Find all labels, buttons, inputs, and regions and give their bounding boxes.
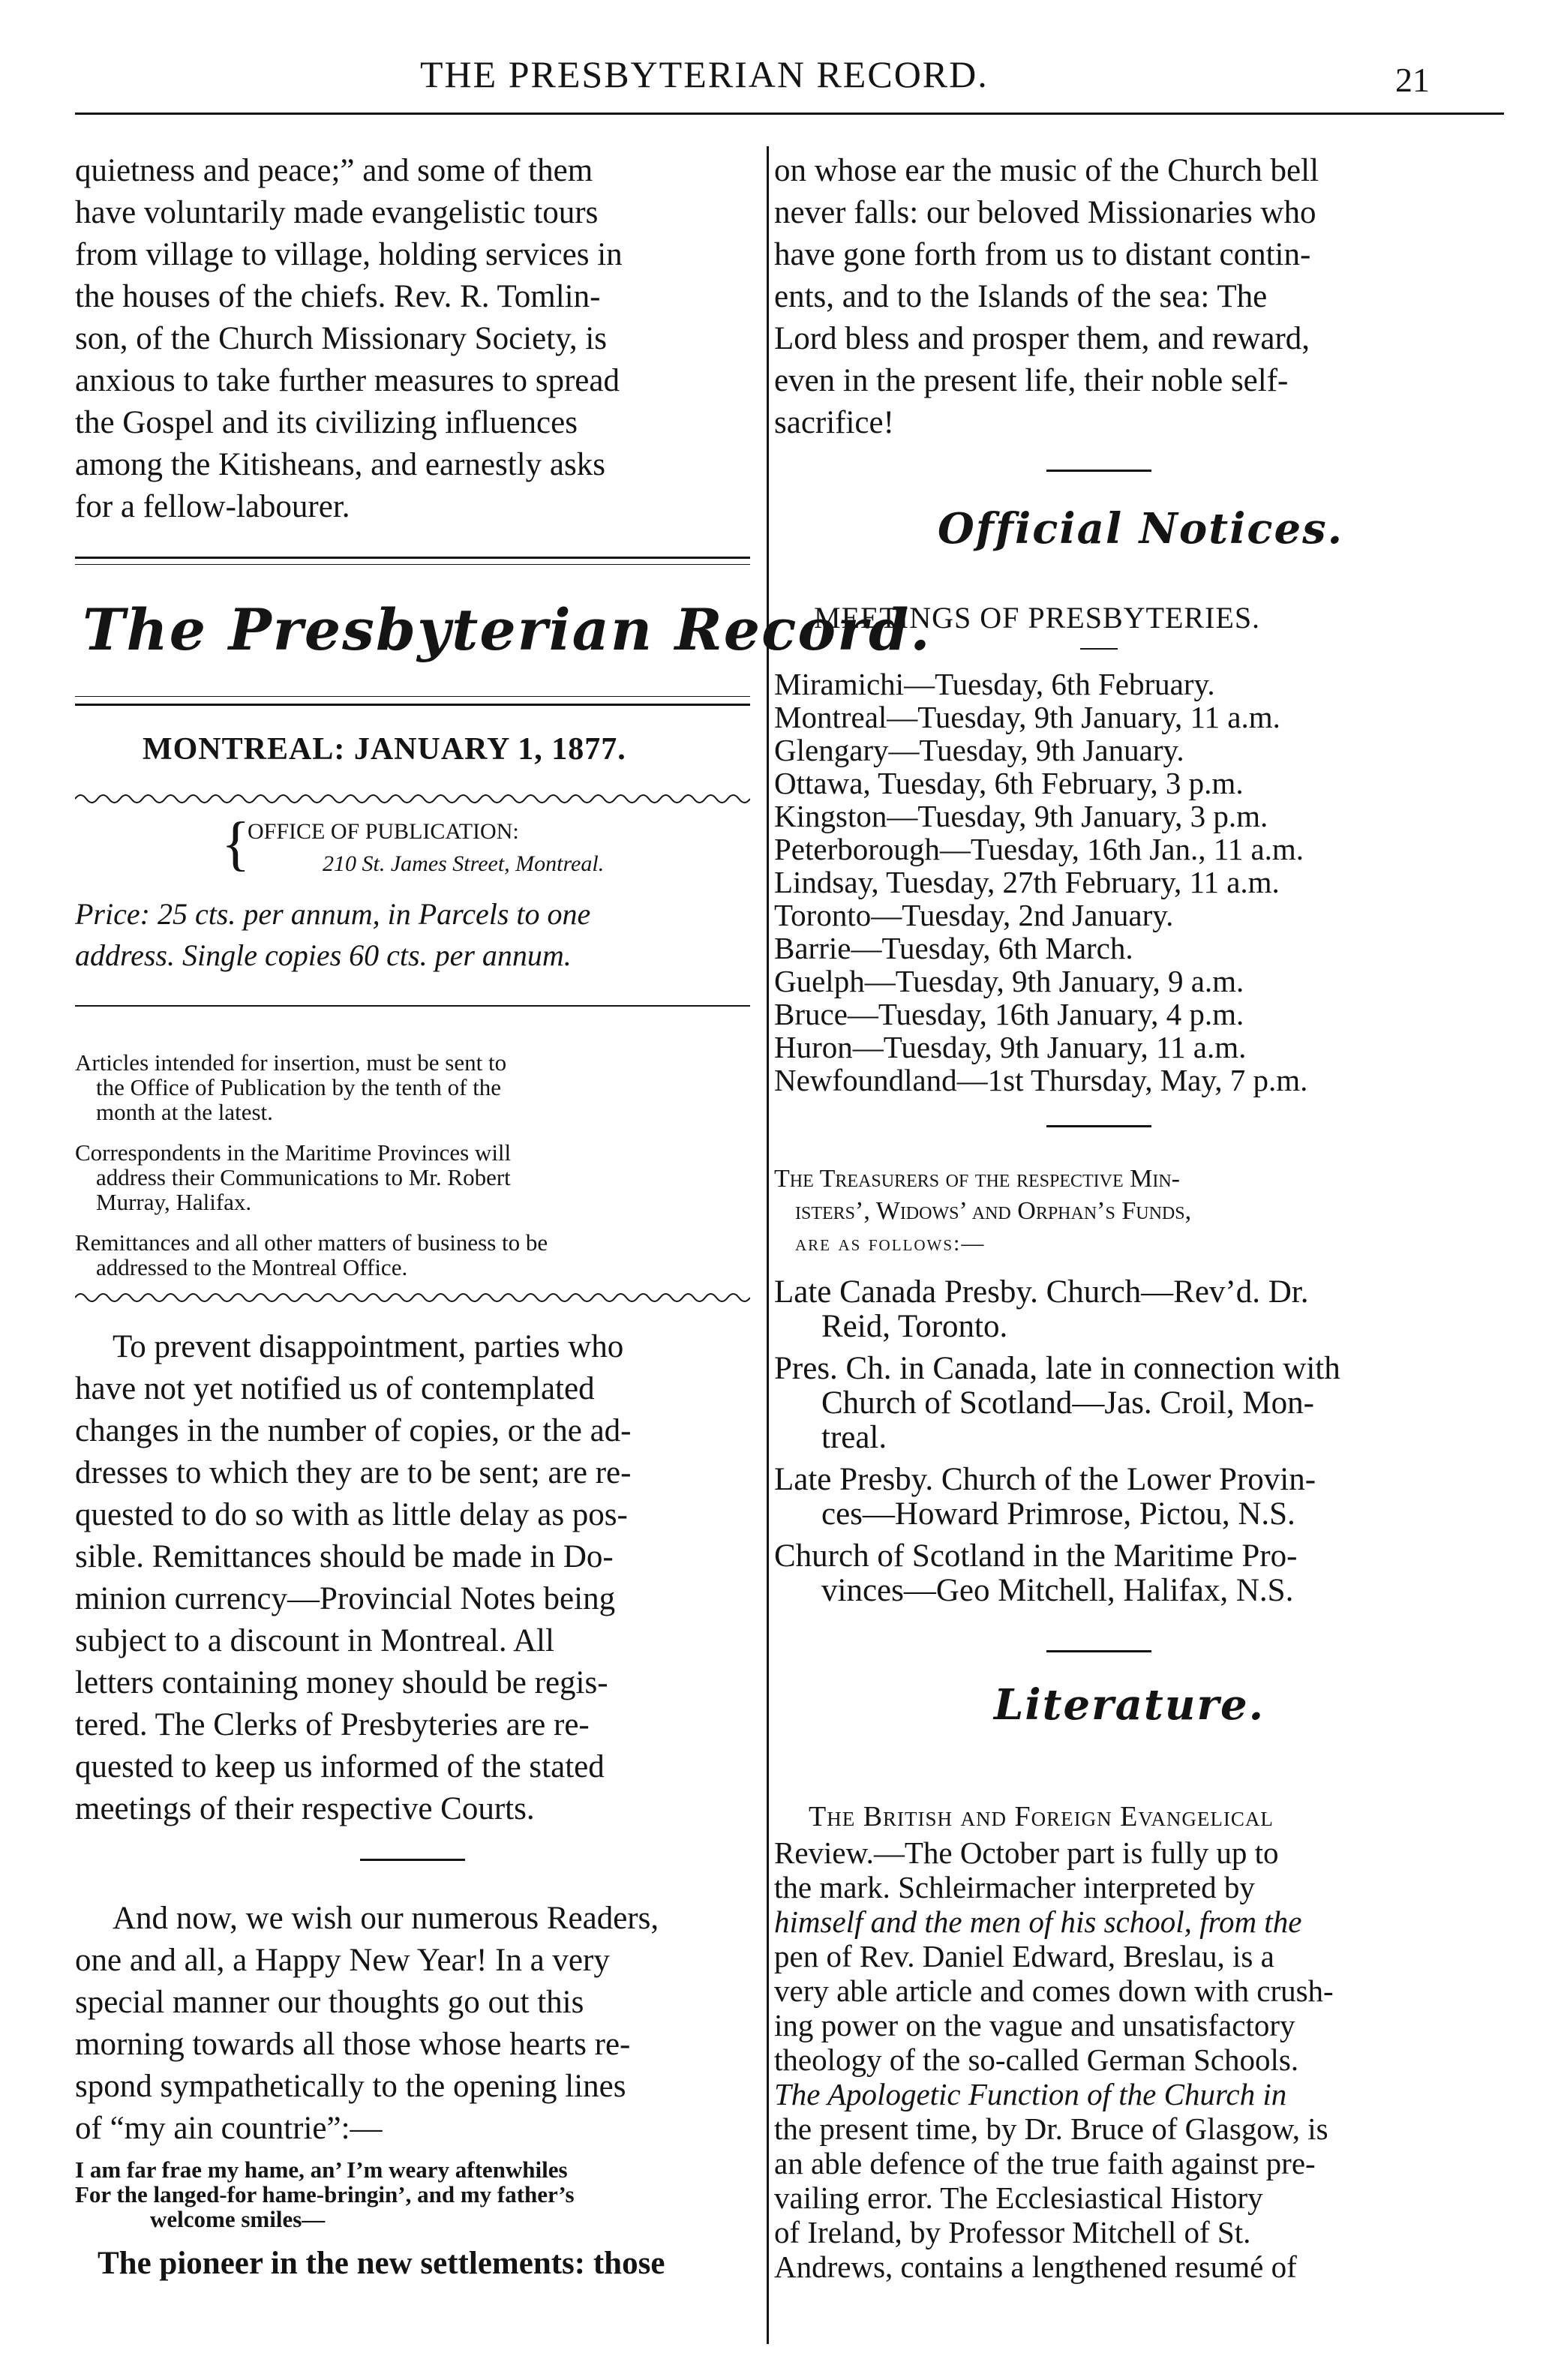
notice-line: month at the latest. (96, 1099, 273, 1125)
text-line: the Gospel and its civilizing influences (75, 405, 578, 440)
text-line: subject to a discount in Montreal. All (75, 1623, 554, 1658)
office-label: OFFICE OF PUBLICATION: (248, 819, 519, 844)
text-line: meetings of their respective Courts. (75, 1791, 535, 1826)
text-line: special manner our thoughts go out this (75, 1985, 584, 2020)
text-line: never falls: our beloved Missionaries who (774, 195, 1316, 230)
poem-line: For the langed-for hame-bringin’, and my father’s (75, 2181, 575, 2207)
treasurer-line: Church of Scotland in the Maritime Pro- (774, 1538, 1298, 1574)
treasurer-line: vinces—Geo Mitchell, Halifax, N.S. (821, 1573, 1294, 1608)
text-line: changes in the number of copies, or the ad- (75, 1413, 632, 1448)
text-line: have voluntarily made evangelistic tours (75, 195, 599, 230)
text-line: an able defence of the true faith against pre- (774, 2146, 1316, 2180)
masthead-rule-bottom (75, 704, 750, 706)
short-rule (1080, 648, 1118, 650)
text-line: himself and the men of his school, from the (774, 1904, 1302, 1939)
text-line: theology of the so-called German Schools. (774, 2042, 1299, 2077)
notice-line: Correspondents in the Maritime Provinces will (75, 1139, 512, 1166)
text-line: son, of the Church Missionary Society, is (75, 321, 608, 356)
masthead-rule-top-thin (75, 564, 750, 565)
closing-line: The pioneer in the new settlements: those (98, 2246, 665, 2281)
text-line: vailing error. The Ecclesiastical History (774, 2180, 1263, 2215)
short-rule (1046, 1125, 1151, 1127)
text-line: of Ireland, by Professor Mitchell of St. (774, 2215, 1251, 2249)
text-line: have gone forth from us to distant contin- (774, 237, 1311, 272)
running-title: THE PRESBYTERIAN RECORD. (420, 53, 989, 95)
meeting-item: Lindsay, Tuesday, 27th February, 11 a.m. (774, 865, 1280, 899)
treasurer-line: Church of Scotland—Jas. Croil, Mon- (821, 1385, 1314, 1421)
notice-line: addressed to the Montreal Office. (96, 1254, 408, 1280)
text-line: The Apologetic Function of the Church in (774, 2077, 1287, 2111)
short-rule (360, 1859, 465, 1861)
short-rule (1046, 470, 1151, 472)
text-line: The British and Foreign Evangelical (809, 1801, 1274, 1832)
text-line: pen of Rev. Daniel Edward, Breslau, is a (774, 1939, 1274, 1973)
meeting-item: Miramichi—Tuesday, 6th February. (774, 667, 1215, 701)
header-rule (75, 113, 1504, 115)
meeting-item: Huron—Tuesday, 9th January, 11 a.m. (774, 1030, 1247, 1064)
wavy-rule (75, 1290, 750, 1305)
text-line: even in the present life, their noble self- (774, 363, 1289, 398)
office-address: 210 St. James Street, Montreal. (323, 851, 605, 876)
text-line: quested to keep us informed of the stated (75, 1749, 605, 1784)
heading-line: are as follows:— (795, 1231, 986, 1256)
text-line: for a fellow-labourer. (75, 489, 350, 524)
text-line: And now, we wish our numerous Readers, (113, 1901, 659, 1936)
text-line: among the Kitisheans, and earnestly asks (75, 447, 605, 482)
text-line: on whose ear the music of the Church bell (774, 153, 1319, 188)
text-line: spond sympathetically to the opening lines (75, 2069, 626, 2104)
meeting-item: Ottawa, Tuesday, 6th February, 3 p.m. (774, 766, 1244, 800)
poem-line: welcome smiles— (150, 2206, 326, 2232)
text-line: Review.—The October part is fully up to (774, 1835, 1279, 1870)
text-line: tered. The Clerks of Presbyteries are re- (75, 1707, 590, 1742)
price-line: Price: 25 cts. per annum, in Parcels to one (75, 897, 591, 931)
text-line: letters containing money should be regis- (75, 1665, 608, 1700)
meeting-item: Peterborough—Tuesday, 16th Jan., 11 a.m. (774, 832, 1304, 866)
meeting-item: Montreal—Tuesday, 9th January, 11 a.m. (774, 700, 1280, 734)
page-number: 21 (1395, 61, 1430, 99)
masthead-rule-top (75, 557, 750, 559)
meeting-item: Newfoundland—1st Thursday, May, 7 p.m. (774, 1063, 1308, 1097)
meetings-heading: MEETINGS OF PRESBYTERIES. (814, 601, 1261, 635)
notice-line: the Office of Publication by the tenth of the (96, 1074, 502, 1100)
dateline: MONTREAL: JANUARY 1, 1877. (143, 732, 626, 767)
text-line: ents, and to the Islands of the sea: The (774, 279, 1268, 314)
text-line: have not yet notified us of contemplated (75, 1371, 595, 1406)
meeting-item: Kingston—Tuesday, 9th January, 3 p.m. (774, 799, 1268, 833)
meeting-item: Toronto—Tuesday, 2nd January. (774, 898, 1174, 932)
text-line: ing power on the vague and unsatisfactory (774, 2008, 1295, 2042)
office-brace: { (221, 811, 251, 877)
treasurer-line: treal. (821, 1420, 887, 1455)
text-line: Lord bless and prosper them, and reward, (774, 321, 1310, 356)
column-divider (767, 146, 769, 2344)
treasurer-line: Late Canada Presby. Church—Rev’d. Dr. (774, 1274, 1309, 1310)
notice-line: Murray, Halifax. (96, 1189, 252, 1215)
treasurer-line: Pres. Ch. in Canada, late in connection with (774, 1351, 1340, 1386)
notice-line: address their Communications to Mr. Robert (96, 1164, 511, 1190)
meeting-item: Glengary—Tuesday, 9th January. (774, 733, 1184, 767)
text-line: the mark. Schleirmacher interpreted by (774, 1870, 1255, 1904)
text-line: minion currency—Provincial Notes being (75, 1581, 616, 1616)
text-line: the present time, by Dr. Bruce of Glasgow, is (774, 2111, 1328, 2146)
price-line: address. Single copies 60 cts. per annum. (75, 938, 572, 972)
notice-rule (75, 1005, 750, 1007)
treasurer-line: Reid, Toronto. (821, 1309, 1008, 1344)
meeting-item: Bruce—Tuesday, 16th January, 4 p.m. (774, 997, 1244, 1031)
literature-heading: Literature. (994, 1680, 1265, 1730)
treasurer-line: Late Presby. Church of the Lower Provin- (774, 1462, 1316, 1497)
notice-line: Articles intended for insertion, must be sent to (75, 1049, 507, 1076)
text-line: anxious to take further measures to spread (75, 363, 620, 398)
wavy-rule (75, 791, 750, 806)
treasurer-line: ces—Howard Primrose, Pictou, N.S. (821, 1496, 1295, 1532)
meeting-item: Guelph—Tuesday, 9th January, 9 a.m. (774, 964, 1244, 998)
text-line: of “my ain countrie”:— (75, 2111, 383, 2146)
text-line: very able article and comes down with crush- (774, 1973, 1334, 2008)
text-line: Andrews, contains a lengthened resumé of (774, 2249, 1297, 2284)
text-line: sible. Remittances should be made in Do- (75, 1539, 614, 1574)
meeting-item: Barrie—Tuesday, 6th March. (774, 931, 1133, 965)
official-notices-heading: Official Notices. (938, 504, 1344, 554)
heading-line: The Treasurers of the respective Min- (774, 1165, 1181, 1193)
text-line: morning towards all those whose hearts re- (75, 2027, 631, 2062)
text-line: one and all, a Happy New Year! In a very (75, 1943, 610, 1978)
text-line: from village to village, holding services in (75, 237, 623, 272)
text-line: quested to do so with as little delay as pos- (75, 1497, 628, 1532)
heading-line: isters’, Widows’ and Orphan’s Funds, (795, 1197, 1192, 1225)
text-line: quietness and peace;” and some of them (75, 153, 593, 188)
text-line: dresses to which they are to be sent; are re- (75, 1455, 632, 1490)
short-rule (1046, 1650, 1151, 1652)
text-line: To prevent disappointment, parties who (113, 1329, 624, 1364)
poem-line: I am far frae my hame, an’ I’m weary aftenwhiles (75, 2156, 568, 2183)
text-line: sacrifice! (774, 405, 894, 440)
text-line: the houses of the chiefs. Rev. R. Tomlin- (75, 279, 601, 314)
masthead-rule-bottom-thin (75, 696, 750, 697)
notice-line: Remittances and all other matters of business to be (75, 1229, 548, 1256)
masthead-title: The Presbyterian Record. (83, 596, 932, 663)
